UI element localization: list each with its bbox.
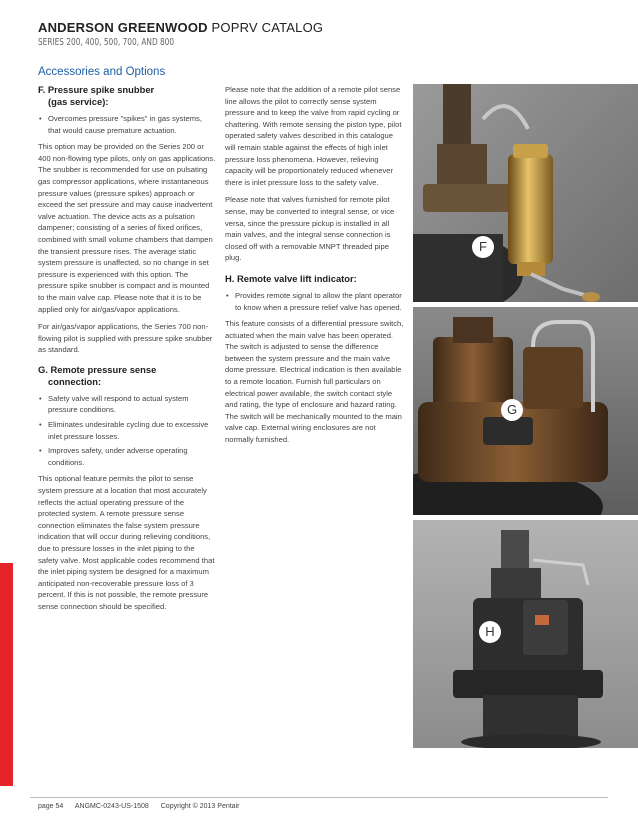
paragraph: Please note that valves furnished for remote pilot sense, may be converted to integral sense, or vice versa, since the pressure pickup is installed in all main valves, and the integral sense connection is closed off with a removable MNPT threaded pipe plug.	[225, 195, 395, 263]
text-column-left	[38, 84, 216, 619]
paragraph: This feature consists of a differential pressure switch, actuated when the main valve has been operated. The switch is adjusted to sense the difference between the system pressure and the main valve dome pressure. Electrical indication is then available to a remote location. Furnish full particulars on electrical power available, the switch contact style and rating, the type of enclosure and hazard rating. The switch will be mechanically mounted to the main valve cap. External wiring enclosures are not normally furnished.	[225, 319, 404, 445]
section-title: Accessories and Options	[38, 66, 166, 78]
list-item: • Overcomes pressure "spikes" in gas systems, that would cause premature actuation.	[38, 113, 216, 136]
catalog-subtitle: SERIES 200, 400, 500, 700, AND 800	[38, 37, 175, 48]
bullet-list-h	[225, 290, 404, 313]
photo-label-f: F	[472, 236, 494, 258]
list-item: • Improves safety, under adverse operating conditions.	[38, 445, 216, 468]
text-column-middle	[225, 84, 404, 452]
page-number: page 54	[38, 803, 64, 810]
photo-label-h: H	[479, 621, 501, 643]
side-accent-bar	[0, 563, 13, 786]
list-item: • Safety valve will respond to actual system pressure conditions.	[38, 393, 216, 416]
photo-remote-pressure-sense	[413, 307, 638, 515]
valve-image-f	[413, 84, 638, 302]
paragraph: For air/gas/vapor applications, the Series 700 non-flowing pilot is supplied with pressure spike snubber as standard.	[38, 322, 213, 355]
paragraph: This optional feature permits the pilot to sense system pressure at a location that most accurately reflects the actual operating pressure of the protected system. A remote pressure sense connection eliminates the false system pressure indication that will occur during relieving conditions, due to pressure losses in the inlet piping to the safety valve. Most applicable codes recommend that the inlet piping system be designed for a maximum anticipated non-recoverable pressure loss of 3 percent. If this is not possible, the remote pressure sense connection should be specified.	[38, 474, 215, 611]
heading-line-1: G. Remote pressure sense	[38, 363, 157, 375]
heading-pressure-spike-snubber	[38, 84, 216, 108]
heading-line-2: connection:	[48, 375, 102, 387]
catalog-title-rest: POPRV CATALOG	[207, 20, 324, 35]
valve-image-g	[413, 307, 638, 515]
photo-pressure-spike-snubber	[413, 84, 638, 302]
brand-name: ANDERSON GREENWOOD	[38, 20, 208, 35]
heading-line-2: (gas service):	[48, 96, 109, 107]
catalog-title	[38, 20, 323, 35]
heading-line-1: F. Pressure spike snubber	[38, 84, 155, 95]
copyright-notice: Copyright © 2013 Pentair	[160, 803, 240, 810]
photo-label-g: G	[501, 399, 523, 421]
list-item: • Eliminates undesirable cycling due to excessive inlet pressure losses.	[38, 419, 216, 442]
paragraph: This option may be provided on the Series 200 or 400 non-flowing type pilots, only on gas applications. The snubber is recommended for use on pulsating gas compressor applications, where instantaneous pressure values (pressure spikes) approach or exceed the set pressure and may cause inadvertent valve actuation. The device acts as a pulsation dampener; consisting of a series of fixed orifices, combined with small volume chambers that dampen the transient pressure rises. The average static system pressure is unaffected, so no change in set pressure is experienced with this option. The pressure spike snubber is compact and is mounted to the main valve cap. Please note that it is to be applied only for air/gas/vapor applications.	[38, 142, 216, 314]
heading-remote-pressure-sense	[38, 364, 216, 388]
list-item: • Provides remote signal to allow the plant operator to know when a pressure relief valve has opened.	[225, 290, 404, 313]
valve-image-h	[413, 520, 638, 748]
footer-rule	[30, 797, 608, 798]
heading-remote-valve-lift-indicator: H. Remote valve lift indicator:	[225, 272, 357, 284]
document-code: ANGMC-0243-US-1508	[74, 803, 149, 810]
bullet-list-f	[38, 113, 216, 136]
bullet-list-g	[38, 393, 216, 469]
photo-remote-valve-lift-indicator	[413, 520, 638, 748]
paragraph: Please note that the addition of a remote pilot sense line allows the pilot to correctly sense system pressure and to keep the valve from rapid cycling or chattering. With remote sensing the piston type, pilot operated safety valves described in this catalogue will remain stable against the effects of high inlet pressure loss phenomena. However, relieving capacity will be proportionately reduced whenever there is inlet pressure loss to the safety valve.	[225, 85, 402, 187]
page-footer	[38, 803, 249, 810]
